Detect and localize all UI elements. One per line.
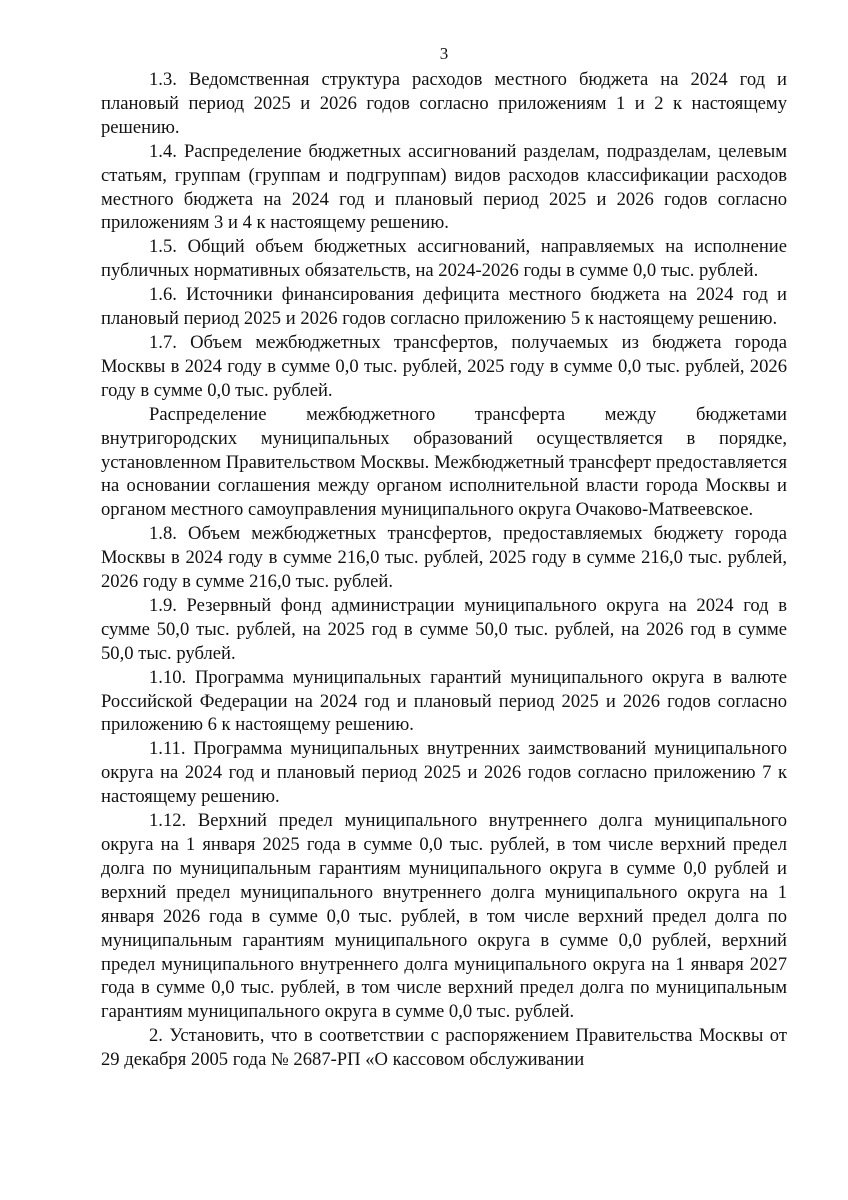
page-number: 3 [439,44,449,63]
paragraph-1-3: 1.3. Ведомственная структура расходов местного бюджета на 2024 год и плановый период 2025 и 2026 годов согласно приложениям 1 и 2 к настоящему решению. [101,69,787,138]
paragraph-2: 2. Установить, что в соответствии с распоряжением Правительства Москвы от 29 декабря 2005 года № 2687-РП «О кассовом обслуживании [101,1025,787,1071]
paragraph-1-10: 1.10. Программа муниципальных гарантий муниципального округа в валюте Российской Федерации на 2024 год и плановый период 2025 и 2026 годов согласно приложению 6 к настоящему решению. [101,666,787,736]
document-page [101,44,787,1072]
paragraph-1-8: 1.8. Объем межбюджетных трансфертов, предоставляемых бюджету города Москвы в 2024 году в сумме 216,0 тыс. рублей, 2025 году в сумме 216,0 тыс. рублей, 2026 году в сумме 216,0 тыс. рублей. [101,523,787,593]
paragraph-1-4: 1.4. Распределение бюджетных ассигнований разделам, подразделам, целевым статьям, группам (группам и подгруппам) видов расходов классификации расходов местного бюджета на 2024 год и плановый период 2025 и 2026 годов согласно приложениям 3 и 4 к настоящему решению. [101,140,787,234]
paragraph-1-12: 1.12. Верхний предел муниципального внутреннего долга муниципального округа на 1 января 2025 года в сумме 0,0 тыс. рублей, в том числе верхний предел долга по муниципальным гарантиям муниципального округа в сумме 0,0 рублей и верхний предел муниципального внутреннего долга муниципального округа на 1 января 2026 года в сумме 0,0 тыс. рублей, в том числе верхний предел долга по муниципальным гарантиям муниципального округа в сумме 0,0 рублей, верхний предел муниципального внутреннего долга муниципального округа на 1 января 2027 года в сумме 0,0 тыс. рублей, в том числе верхний предел долга по муниципальным гарантиям муниципального округа в сумме 0,0 тыс. рублей. [101,810,787,1023]
paragraph-1-6: 1.6. Источники финансирования дефицита местного бюджета на 2024 год и плановый период 2025 и 2026 годов согласно приложению 5 к настоящему решению. [101,284,787,330]
paragraph-1-9: 1.9. Резервный фонд администрации муниципального округа на 2024 год в сумме 50,0 тыс. рублей, на 2025 год в сумме 50,0 тыс. рублей, на 2026 год в сумме 50,0 тыс. рублей. [101,594,787,664]
paragraph-1-7-distribution: Распределение межбюджетного трансферта между бюджетами внутригородских муниципальных образований осуществляется в порядке, установленном Правительством Москвы. Межбюджетный трансферт предоставляется на основании соглашения между органом исполнительной власти города Москвы и органом местного самоуправления муниципального округа Очаково-Матвеевское. [101,403,787,521]
paragraph-1-11: 1.11. Программа муниципальных внутренних заимствований муниципального округа на 2024 год и плановый период 2025 и 2026 годов согласно приложению 7 к настоящему решению. [101,738,787,808]
paragraph-1-7: 1.7. Объем межбюджетных трансфертов, получаемых из бюджета города Москвы в 2024 году в сумме 0,0 тыс. рублей, 2025 году в сумме 0,0 тыс. рублей, 2026 году в сумме 0,0 тыс. рублей. [101,331,787,401]
paragraph-1-5: 1.5. Общий объем бюджетных ассигнований, направляемых на исполнение публичных нормативных обязательств, на 2024-2026 годы в сумме 0,0 тыс. рублей. [101,236,787,282]
